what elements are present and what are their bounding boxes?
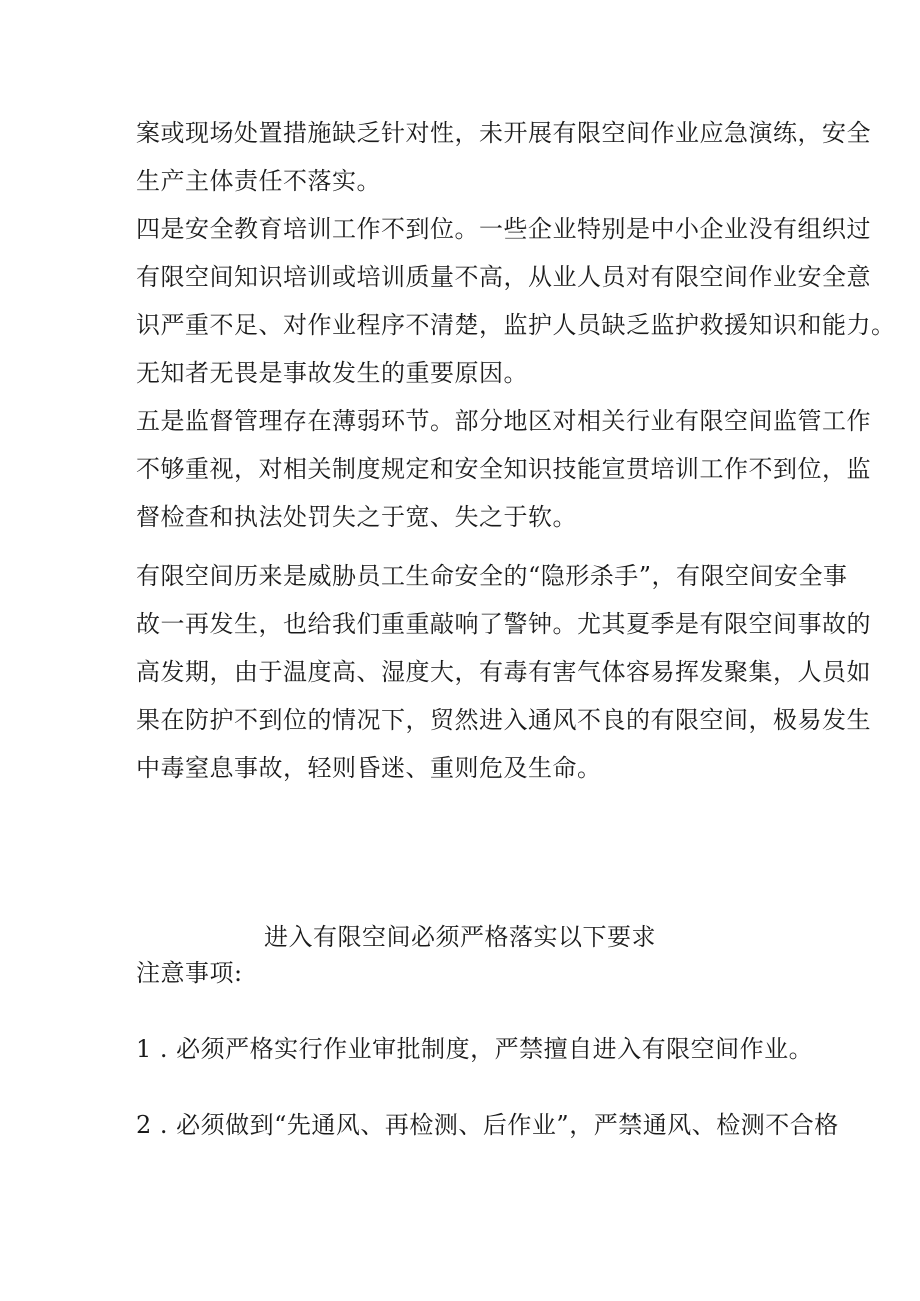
paragraph-6-line-3: 高发期，由于温度高、湿度大，有毒有害气体容易挥发聚集，人员如 [136,658,871,686]
requirement-item-2: 2 . 必须做到“先通风、再检测、后作业”，严禁通风、检测不合格 [136,1111,839,1139]
paragraph-6-line-2: 故一再发生，也给我们重重敲响了警钟。尤其夏季是有限空间事故的 [136,610,871,638]
section-heading: 进入有限空间必须严格落实以下要求 [264,923,656,951]
paragraph-5-line-3: 督检查和执法处罚失之于宽、失之于软。 [136,503,577,531]
paragraph-6-line-5: 中毒窒息事故，轻则昏迷、重则危及生命。 [136,754,602,782]
paragraph-4-line-2: 有限空间知识培训或培训质量不高，从业人员对有限空间作业安全意 [136,263,871,291]
paragraph-6-line-1: 有限空间历来是威胁员工生命安全的“隐形杀手”，有限空间安全事 [136,562,848,590]
paragraph-3-line-2: 生产主体责任不落实。 [136,167,381,195]
notes-label: 注意事项: [136,959,243,987]
paragraph-3-line-1: 案或现场处置措施缺乏针对性，未开展有限空间作业应急演练，安全 [136,119,871,147]
paragraph-5-line-1: 五是监督管理存在薄弱环节。部分地区对相关行业有限空间监管工作 [136,407,871,435]
paragraph-6-line-4: 果在防护不到位的情况下，贸然进入通风不良的有限空间，极易发生 [136,706,871,734]
paragraph-4-line-3: 识严重不足、对作业程序不清楚，监护人员缺乏监护救援知识和能力。 [136,311,896,339]
paragraph-4-line-4: 无知者无畏是事故发生的重要原因。 [136,359,528,387]
paragraph-5-line-2: 不够重视，对相关制度规定和安全知识技能宣贯培训工作不到位，监 [136,455,871,483]
requirement-item-1: 1 . 必须严格实行作业审批制度，严禁擅自进入有限空间作业。 [136,1035,814,1063]
paragraph-4-line-1: 四是安全教育培训工作不到位。一些企业特别是中小企业没有组织过 [136,215,871,243]
